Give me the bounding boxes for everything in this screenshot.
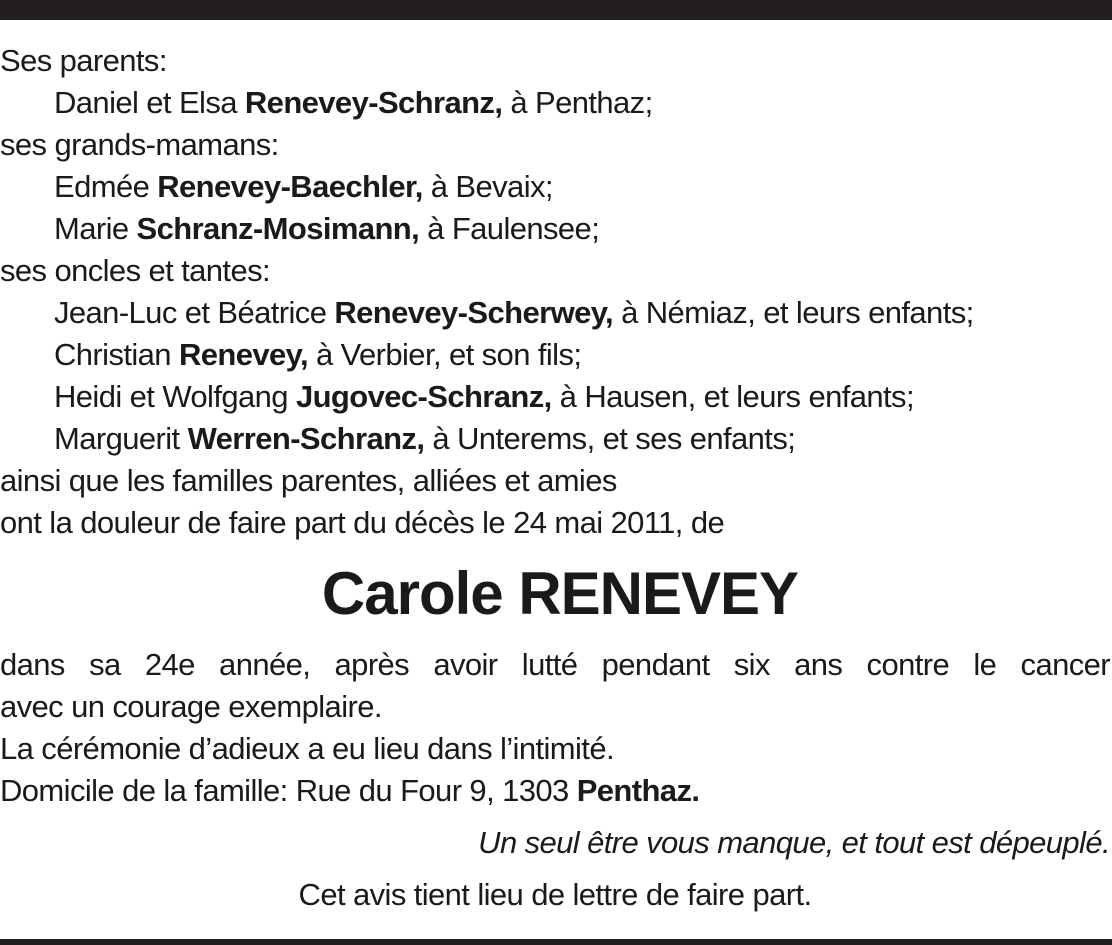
- obituary-notice: [0, 40, 1110, 916]
- relative-place: à Némiaz, et leurs enfants;: [621, 295, 974, 330]
- announcement-line: ont la douleur de faire part du décès le 24 mai 2011, de: [0, 505, 725, 540]
- grandmother-place: à Faulensee;: [427, 211, 600, 246]
- relative-surname: Jugovec-Schranz,: [295, 379, 552, 414]
- relative-line: [0, 334, 1110, 376]
- grandmothers-heading: ses grands-mamans:: [0, 127, 279, 162]
- grandmother-line: [0, 166, 1110, 208]
- grandmother-line: [0, 208, 1110, 250]
- deceased-name: Carole RENEVEY: [321, 560, 799, 627]
- relative-place: à Hausen, et leurs enfants;: [559, 379, 914, 414]
- address-town: Penthaz.: [576, 773, 700, 808]
- ceremony-line: La cérémonie d’adieux a eu lieu dans l’intimité.: [0, 731, 614, 766]
- closing-notice: Cet avis tient lieu de lettre de faire part.: [298, 877, 812, 912]
- grandmother-surname: Schranz-Mosimann,: [136, 211, 420, 246]
- grandmother-first-name: Edmée: [54, 169, 150, 204]
- body-line-age: dans sa 24e année, après avoir lutté pendant six ans contre le cancer: [0, 647, 1110, 682]
- relative-first-names: Heidi et Wolfgang: [54, 379, 288, 414]
- grandmother-place: à Bevaix;: [430, 169, 553, 204]
- bottom-rule: [0, 939, 1112, 945]
- relative-surname: Renevey-Scherwey,: [334, 295, 614, 330]
- address-text: Domicile de la famille: Rue du Four 9, 1303: [0, 773, 569, 808]
- relative-first-names: Christian: [54, 337, 171, 372]
- relative-line: [0, 376, 1110, 418]
- parents-surname: Renevey-Schranz,: [244, 85, 503, 120]
- memorial-quote: Un seul être vous manque, et tout est dépeuplé.: [478, 825, 1110, 860]
- family-address-line: [0, 770, 1110, 812]
- parents-heading: Ses parents:: [0, 43, 167, 78]
- relative-first-names: Jean-Luc et Béatrice: [54, 295, 327, 330]
- grandmother-surname: Renevey-Baechler,: [157, 169, 423, 204]
- relative-first-names: Marguerit: [54, 421, 180, 456]
- families-line: ainsi que les familles parentes, alliées et amies: [0, 463, 617, 498]
- relatives-heading: ses oncles et tantes:: [0, 253, 271, 288]
- relative-place: à Unterems, et ses enfants;: [432, 421, 796, 456]
- top-rule: [0, 0, 1112, 20]
- relative-line: [0, 292, 1110, 334]
- relative-line: [0, 418, 1110, 460]
- relative-surname: Renevey,: [178, 337, 308, 372]
- relative-surname: Werren-Schranz,: [187, 421, 425, 456]
- parents-place: à Penthaz;: [510, 85, 653, 120]
- relative-place: à Verbier, et son fils;: [316, 337, 582, 372]
- grandmother-first-name: Marie: [54, 211, 129, 246]
- parents-line: [0, 82, 1110, 124]
- body-line-courage: avec un courage exemplaire.: [0, 689, 382, 724]
- parents-names: Daniel et Elsa: [54, 85, 237, 120]
